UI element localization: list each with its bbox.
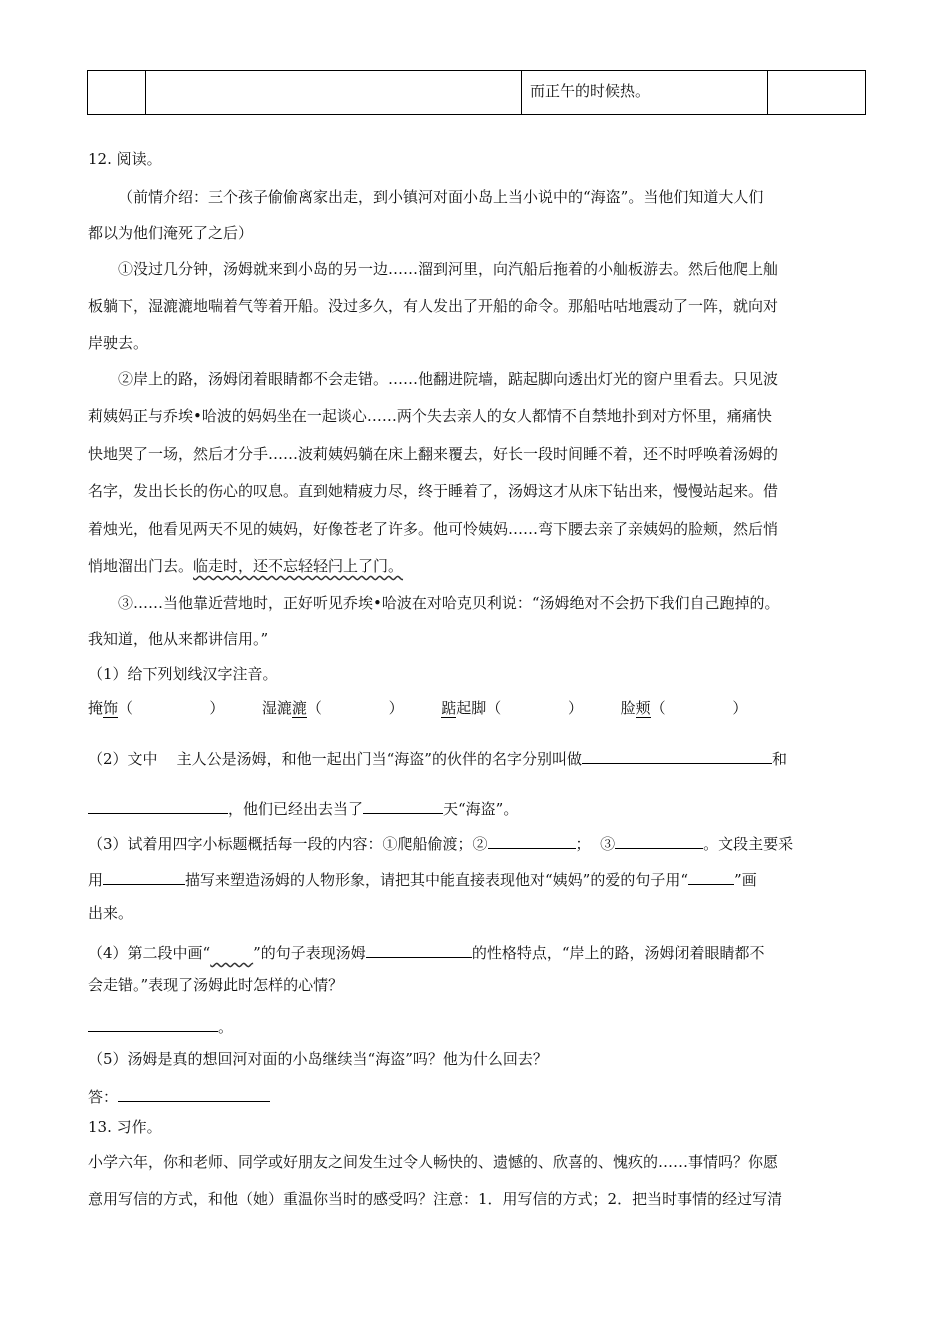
paragraph-1-line: ①没过几分钟，汤姆就来到小岛的另一边……溜到河里，向汽船后拖着的小舢板游去。然后他爬上舢 bbox=[118, 260, 779, 278]
sub-question-5-answer: 答： bbox=[88, 1086, 270, 1105]
sub-question-4-answer: 。 bbox=[88, 1016, 233, 1035]
paragraph-2-line: 着烛光，他看见两天不见的姨妈，好像苍老了许多。他可怜姨妈……弯下腰去亲了亲姨妈的脸颊，然后悄 bbox=[88, 520, 779, 538]
answer-blank[interactable] bbox=[88, 798, 228, 814]
table-row bbox=[88, 71, 866, 115]
answer-blank[interactable] bbox=[103, 869, 185, 885]
sub-question-3-cont: 出来。 bbox=[88, 904, 134, 922]
question-12-heading: 12. 阅读。 bbox=[88, 150, 162, 168]
sentence: 悄地溜出门去。 bbox=[88, 557, 194, 575]
paragraph-1-line: 板躺下，湿漉漉地喘着气等着开船。没过多久，有人发出了开船的命令。那船咕咕地震动了一阵，就向对 bbox=[88, 297, 779, 315]
sub-question-3-cont: 用 描写来塑造汤姆的人物形象，请把其中能直接表现他对“姨妈”的爱的句子用“ ”画 bbox=[88, 871, 757, 889]
paragraph-3-line: 我知道，他从来都讲信用。” bbox=[88, 630, 269, 648]
essay-prompt-line: 意用写信的方式，和他（她）重温你当时的感受吗？注意：1．用写信的方式；2．把当时事情的经过写清 bbox=[88, 1190, 783, 1208]
answer-paren[interactable]: （ ） bbox=[118, 699, 225, 717]
sub-question-2-cont: ，他们已经出去当了 天“海盗”。 bbox=[88, 798, 518, 817]
answer-blank[interactable] bbox=[363, 798, 443, 814]
intro-line: （前情介绍：三个孩子偷偷离家出走，到小镇河对面小岛上当小说中的“海盗”。当他们知道大人们 bbox=[118, 188, 764, 206]
sub-question-4: （4）第二段中画“ ”的句子表现汤姆 的性格特点，“岸上的路，汤姆闭着眼睛都不 bbox=[88, 944, 765, 962]
underline-sample bbox=[688, 869, 734, 885]
paragraph-3-line: ③……当他靠近营地时，正好听见乔埃•哈波在对哈克贝利说：“汤姆绝对不会扔下我们自己跑掉的。 bbox=[118, 594, 780, 612]
answer-table bbox=[87, 70, 866, 115]
paragraph-2-line: ②岸上的路，汤姆闭着眼睛都不会走错。……他翻进院墙，踮起脚向透出灯光的窗户里看去。只见波 bbox=[118, 370, 779, 388]
word: 湿漉漉 bbox=[261, 699, 307, 717]
table-cell: 而正午的时候热。 bbox=[522, 71, 768, 115]
paragraph-2-line bbox=[88, 559, 403, 574]
word: 脸颊 bbox=[620, 699, 651, 717]
answer-blank[interactable] bbox=[88, 1016, 218, 1032]
answer-paren[interactable]: （ ） bbox=[486, 699, 584, 717]
answer-paren[interactable]: （ ） bbox=[306, 699, 404, 717]
answer-paren[interactable]: （ ） bbox=[650, 699, 748, 717]
answer-blank[interactable] bbox=[615, 833, 703, 849]
table-cell bbox=[768, 71, 866, 115]
question-13-heading: 13. 习作。 bbox=[88, 1118, 162, 1136]
table-cell bbox=[146, 71, 522, 115]
paragraph-2-line: 快地哭了一场，然后才分手……波莉姨妈躺在床上翻来覆去，好长一段时间睡不着，还不时呼唤着汤姆的 bbox=[88, 445, 779, 463]
sub-question-4-cont: 会走错。”表现了汤姆此时怎样的心情？ bbox=[88, 976, 344, 994]
sub-question-1: （1）给下列划线汉字注音。 bbox=[88, 665, 278, 683]
sub-question-5: （5）汤姆是真的想回河对面的小岛继续当“海盗”吗？他为什么回去？ bbox=[88, 1050, 548, 1068]
paragraph-1-line: 岸驶去。 bbox=[88, 334, 149, 352]
sub-question-3: （3）试着用四字小标题概括每一段的内容：①爬船偷渡；② ； ③ 。文段主要采 bbox=[88, 835, 794, 853]
pinyin-row bbox=[88, 701, 747, 716]
intro-line: 都以为他们淹死了之后） bbox=[88, 224, 254, 242]
answer-blank[interactable] bbox=[366, 942, 472, 958]
sub-question-2: （2）文中 主人公是汤姆，和他一起出门当“海盗”的伙伴的名字分别叫做 和 bbox=[88, 750, 787, 768]
word: 踮起脚 bbox=[441, 699, 487, 717]
wavy-underlined-sentence: 临走时，还不忘轻轻闩上了门。 bbox=[193, 557, 404, 575]
answer-blank[interactable] bbox=[582, 748, 772, 764]
answer-blank[interactable] bbox=[118, 1086, 270, 1102]
table-cell bbox=[88, 71, 146, 115]
paragraph-2-line: 莉姨妈正与乔埃•哈波的妈妈坐在一起谈心……两个失去亲人的女人都情不自禁地扑到对方怀里，痛痛快 bbox=[88, 407, 772, 425]
answer-blank[interactable] bbox=[488, 833, 576, 849]
essay-prompt-line: 小学六年，你和老师、同学或好朋友之间发生过令人畅快的、遗憾的、欣喜的、愧疚的……事情吗？你愿 bbox=[88, 1153, 779, 1171]
word: 掩饰 bbox=[88, 699, 119, 717]
wavy-line-sample bbox=[210, 944, 253, 962]
paragraph-2-line: 名字，发出长长的伤心的叹息。直到她精疲力尽，终于睡着了，汤姆这才从床下钻出来，慢慢站起来。借 bbox=[88, 482, 779, 500]
